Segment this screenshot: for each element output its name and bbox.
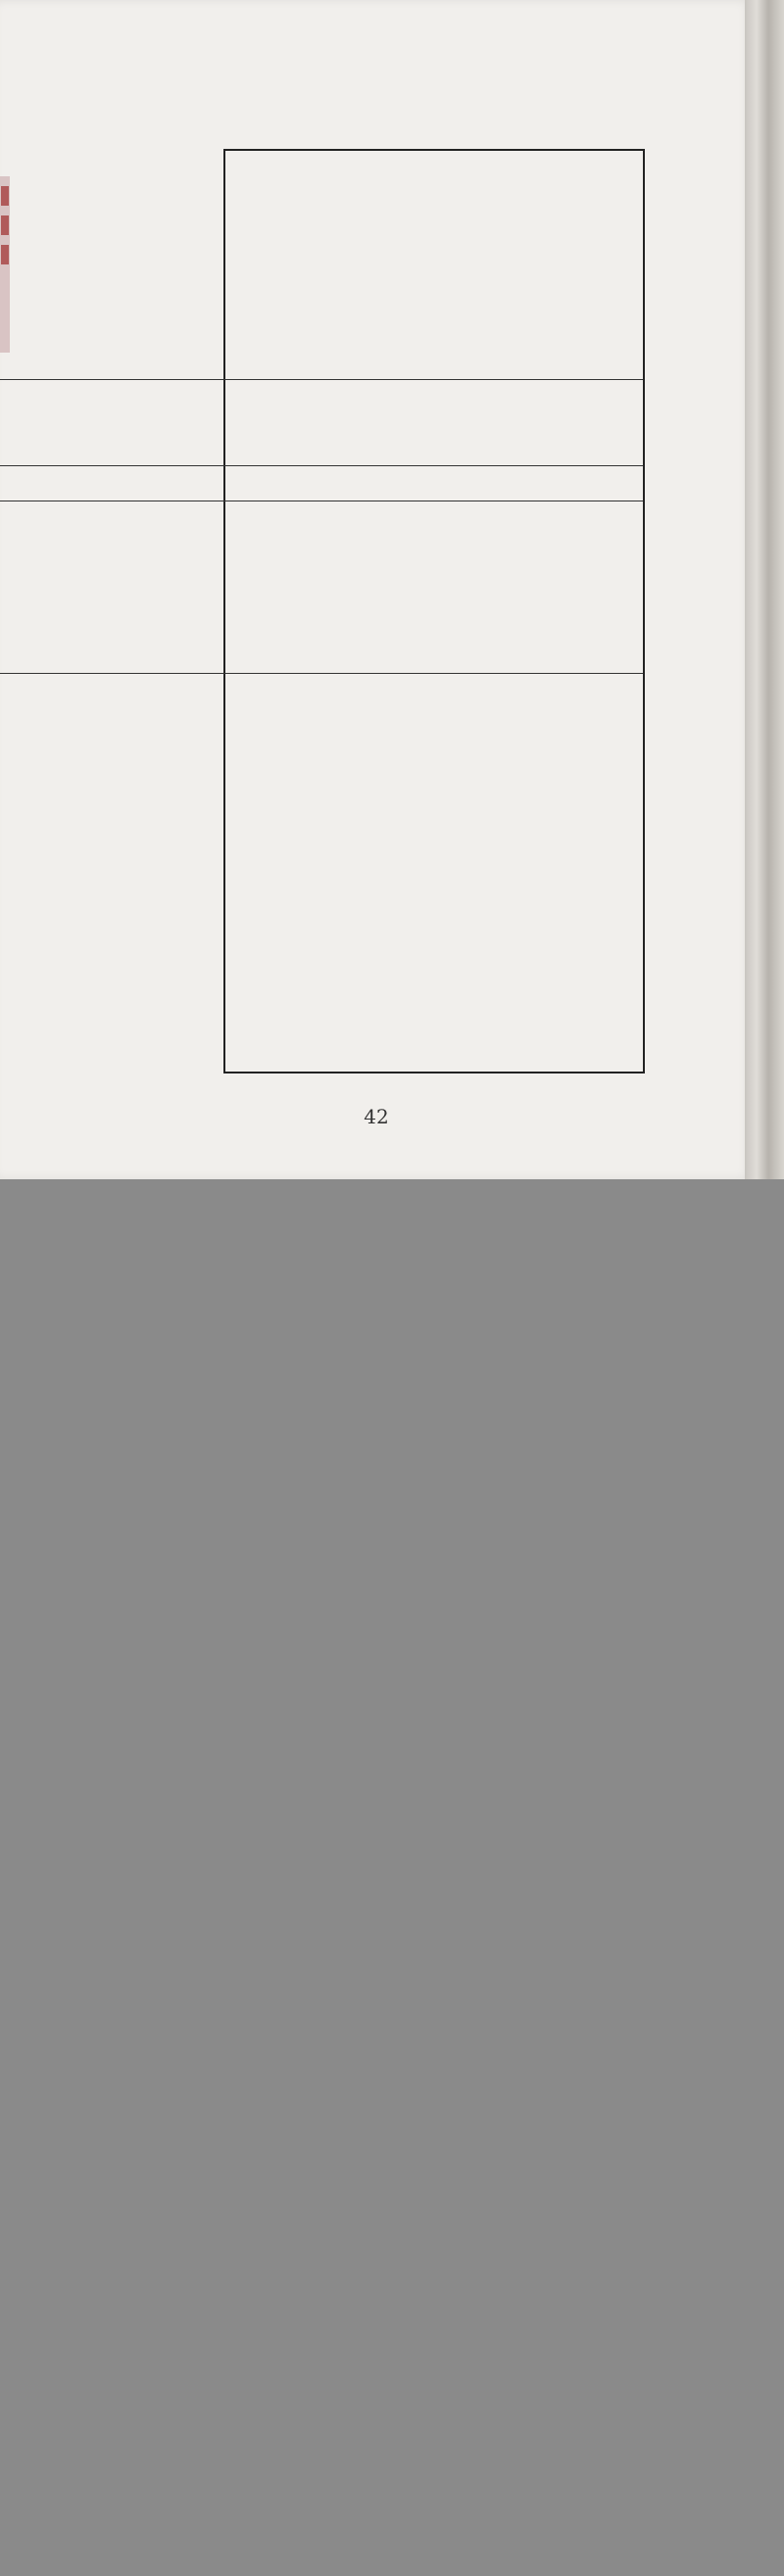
course-code-line	[0, 386, 643, 409]
course-qty	[0, 466, 643, 501]
page-number: 42	[364, 1105, 389, 1128]
book-edge	[745, 0, 784, 1179]
course-code-line	[0, 409, 643, 433]
course-code-line	[0, 433, 643, 456]
book-page	[0, 0, 753, 1179]
table-column	[0, 151, 643, 1072]
course-table	[223, 149, 645, 1073]
course-code-cell	[0, 380, 643, 466]
target-cell	[0, 501, 643, 674]
course-name-cell	[0, 151, 643, 380]
content-cell	[0, 674, 643, 1072]
